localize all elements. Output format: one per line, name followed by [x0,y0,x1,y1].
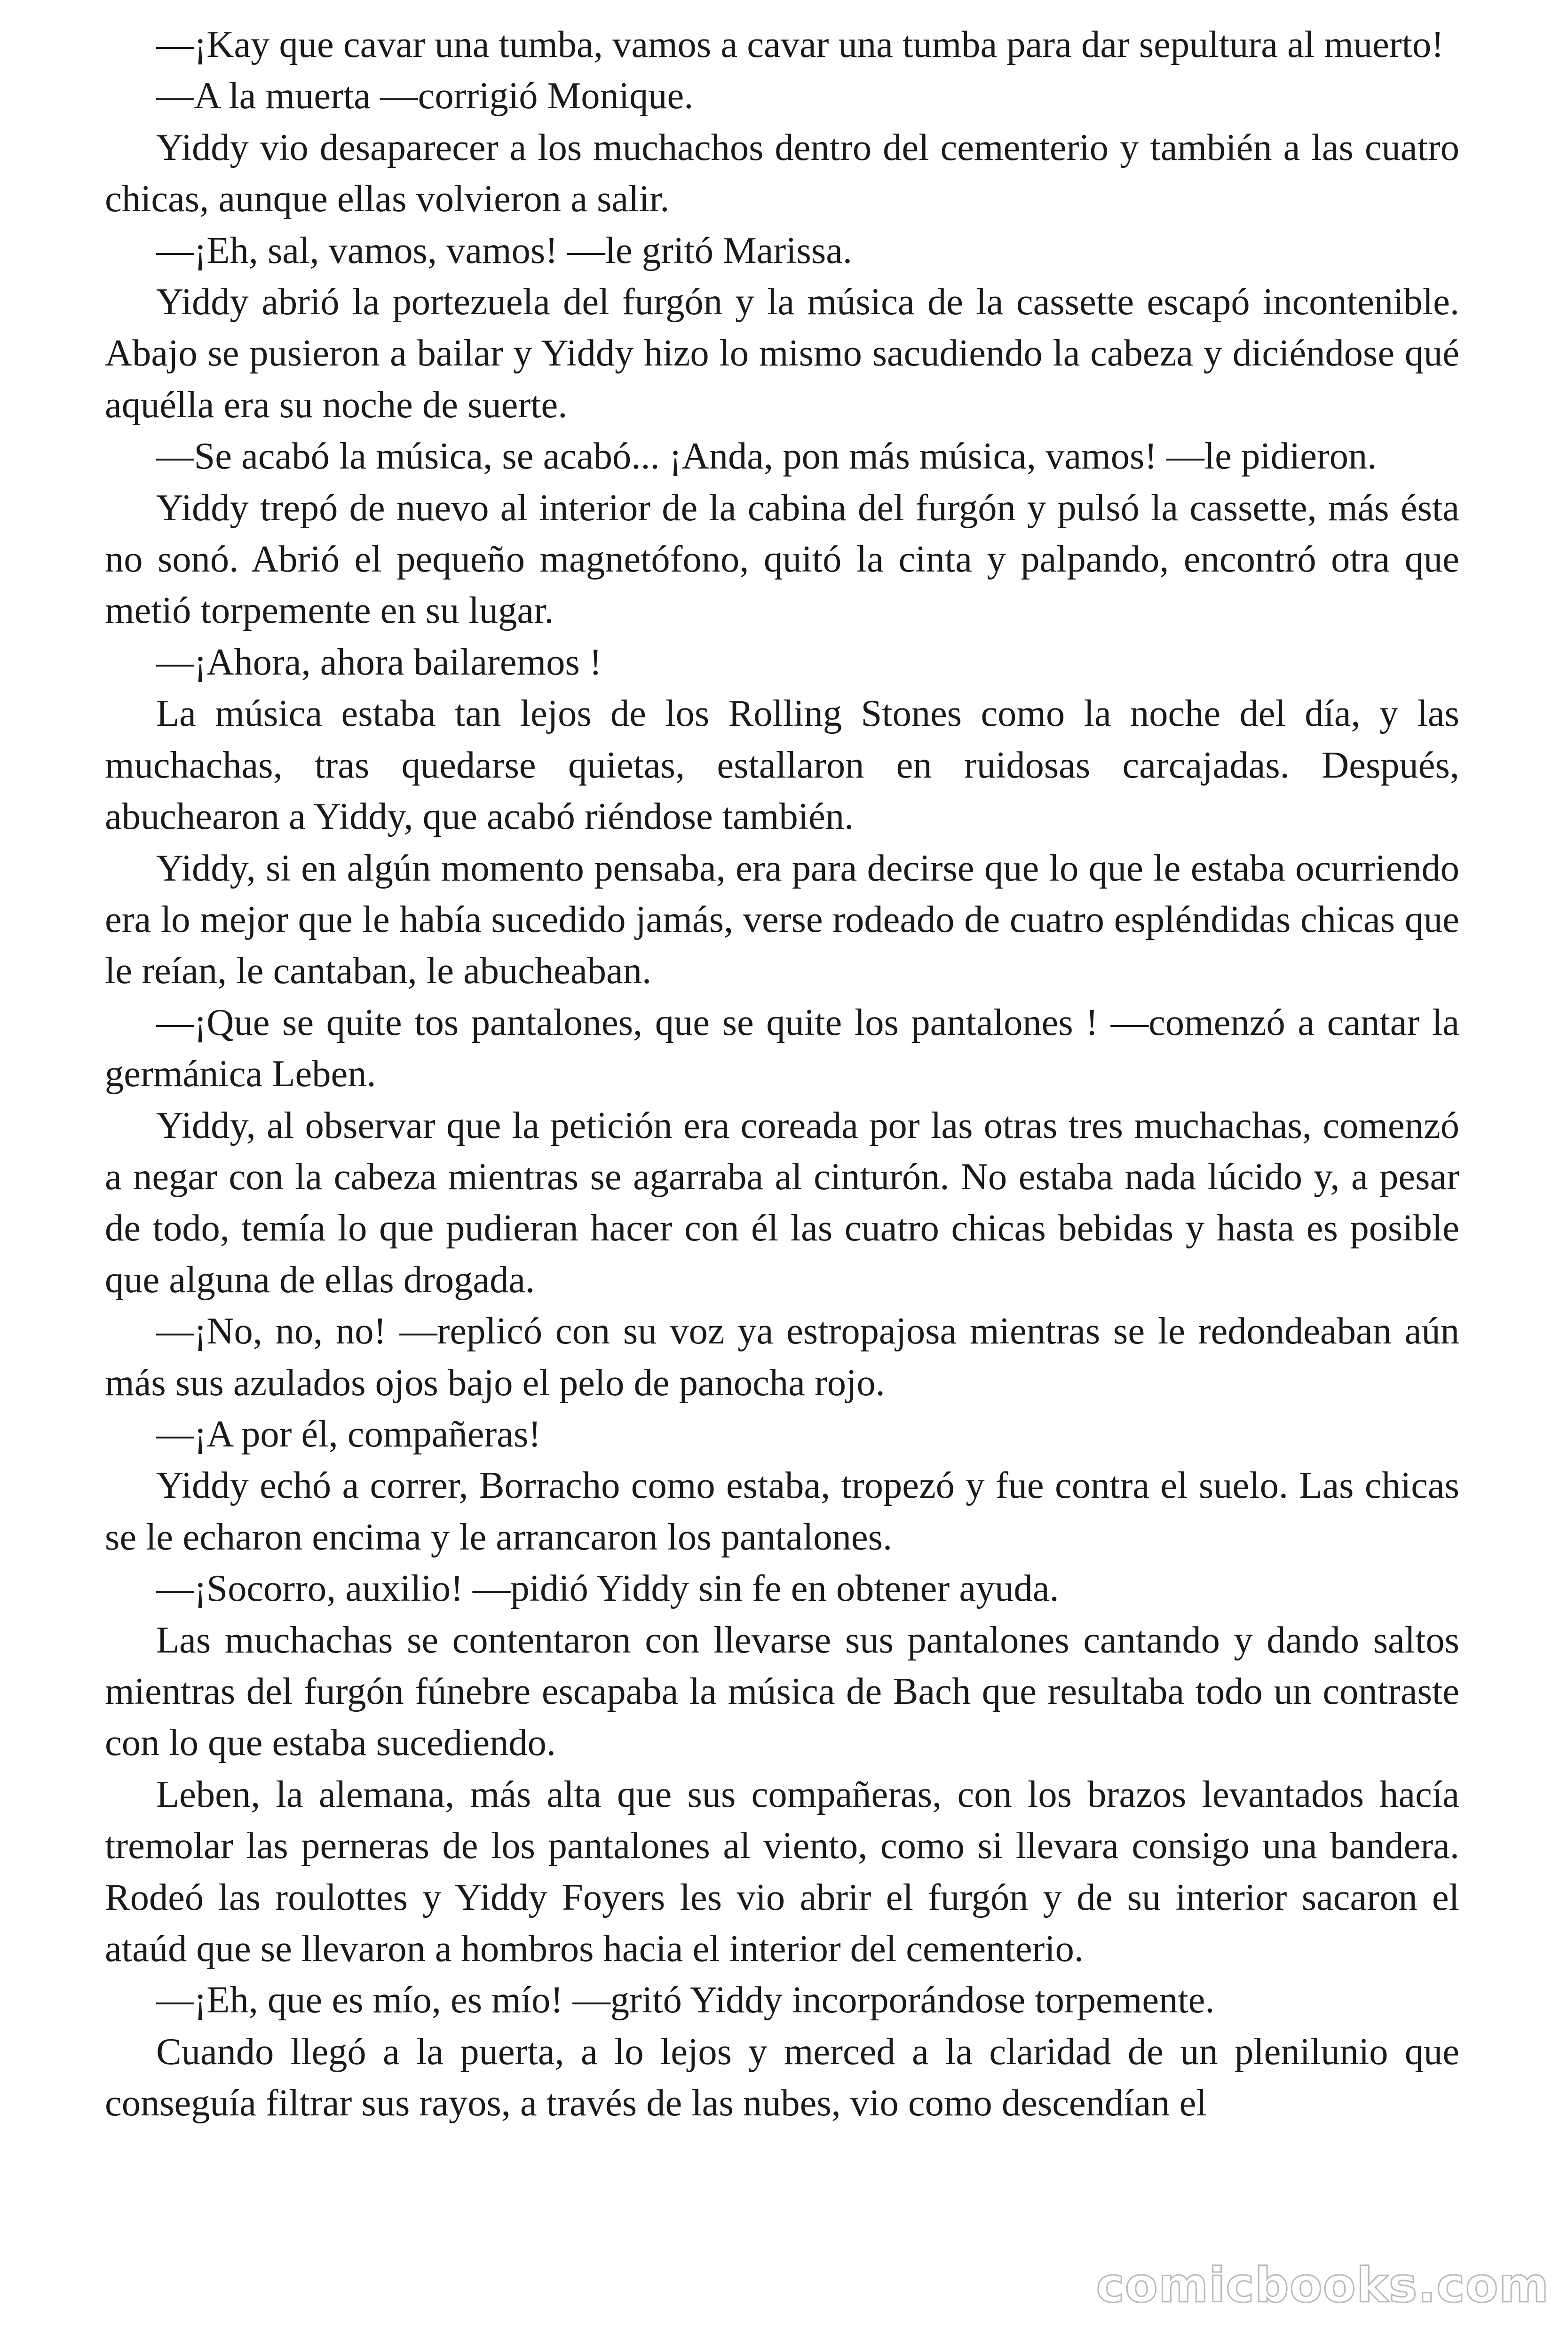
paragraph-7: Yiddy trepó de nuevo al interior de la cabina del furgón y pulsó la cassette, más ésta no sonó. Abrió el pequeño magnetófono, quitó la cinta y palpando, encontró otra que metió torpemente en su lugar. [105,486,1459,632]
body-text [105,19,1459,2129]
paragraph-2: —A la muerta —corrigió Monique. [156,75,694,117]
paragraph-9: La música estaba tan lejos de los Rolling Stones como la noche del día, y las muchachas, tras quedarse quietas, estallaron en ruidosas carcajadas. Después, abuchearon a Yiddy, que acabó riéndose también. [105,692,1459,838]
paragraph-15: Yiddy echó a correr, Borracho como estaba, tropezó y fue contra el suelo. Las chicas se le echaron encima y le arrancaron los pantalones. [105,1464,1459,1558]
paragraph-13: —¡No, no, no! —replicó con su voz ya estropajosa mientras se le redondeaban aún más sus azulados ojos bajo el pelo de panocha rojo. [105,1310,1459,1404]
paragraph-4: —¡Eh, sal, vamos, vamos! —le gritó Marissa. [156,229,853,271]
paragraph-17: Las muchachas se contentaron con llevarse sus pantalones cantando y dando saltos mientras del furgón fúnebre escapaba la música de Bach que resultaba todo un contraste con lo que estaba sucediendo. [105,1619,1459,1764]
paragraph-18: Leben, la alemana, más alta que sus compañeras, con los brazos levantados hacía tremolar las perneras de los pantalones al viento, como si llevara consigo una bandera. Rodeó las roulottes y Yiddy Foyers les vio abrir el furgón y de su interior sacaron el ataúd que se llevaron a hombros hacia el interior del cementerio. [105,1773,1459,1970]
watermark-text: comicbooks.com [1096,2257,1549,2313]
paragraph-3: Yiddy vio desaparecer a los muchachos dentro del cementerio y también a las cuatro chicas, aunque ellas volvieron a salir. [105,126,1459,220]
paragraph-5: Yiddy abrió la portezuela del furgón y la música de la cassette escapó incontenible. Abajo se pusieron a bailar y Yiddy hizo lo mismo sacudiendo la cabeza y diciéndose qué aquélla era su noche de suerte. [105,281,1459,426]
paragraph-14: —¡A por él, compañeras! [156,1413,541,1455]
paragraph-19: —¡Eh, que es mío, es mío! —gritó Yiddy incorporándose torpemente. [156,1979,1215,2021]
paragraph-20: Cuando llegó a la puerta, a lo lejos y merced a la claridad de un plenilunio que conseguía filtrar sus rayos, a través de las nubes, vio como descendían el [105,2030,1459,2124]
paragraph-1: —¡Kay que cavar una tumba, vamos a cavar una tumba para dar sepultura al muerto! [156,24,1444,65]
paragraph-8: —¡Ahora, ahora bailaremos ! [156,641,602,683]
paragraph-11: —¡Que se quite tos pantalones, que se quite los pantalones ! —comenzó a cantar la germánica Leben. [105,1001,1459,1095]
paragraph-10: Yiddy, si en algún momento pensaba, era para decirse que lo que le estaba ocurriendo era lo mejor que le había sucedido jamás, verse rodeado de cuatro espléndidas chicas que le reían, le cantaban, le abucheaban. [105,847,1459,992]
paragraph-12: Yiddy, al observar que la petición era coreada por las otras tres muchachas, comenzó a negar con la cabeza mientras se agarraba al cinturón. No estaba nada lúcido y, a pesar de todo, temía lo que pudieran hacer con él las cuatro chicas bebidas y hasta es posible que alguna de ellas drogada. [105,1104,1459,1301]
paragraph-16: —¡Socorro, auxilio! —pidió Yiddy sin fe en obtener ayuda. [156,1567,1059,1610]
paragraph-6: —Se acabó la música, se acabó... ¡Anda, pon más música, vamos! —le pidieron. [156,435,1377,477]
